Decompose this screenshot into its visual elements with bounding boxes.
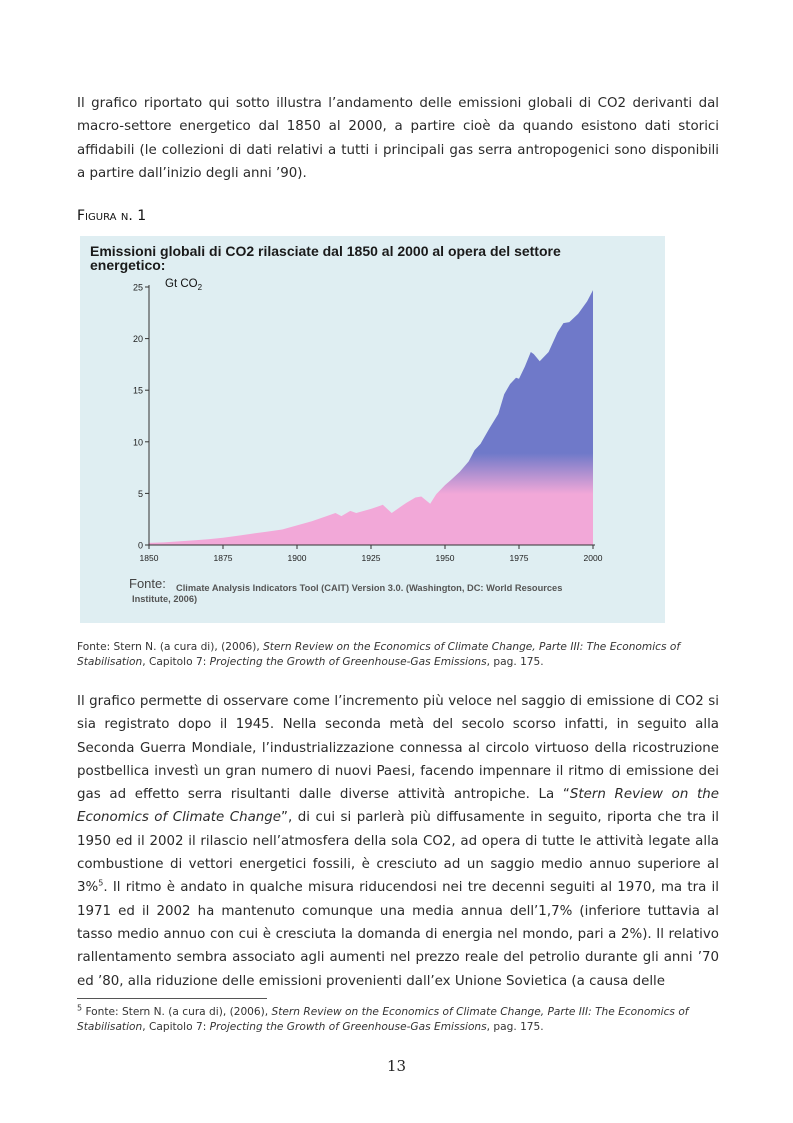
source-text: Climate Analysis Indicators Tool (CAIT) Version 3.0. (Washington, DC: World Resources <box>176 583 563 593</box>
caption-prefix: Fonte: Stern N. (a cura di), (2006), <box>77 641 264 653</box>
x-tick-label: 1950 <box>435 553 455 563</box>
footnote <box>77 1005 719 1034</box>
source-label: Fonte: <box>129 576 166 591</box>
x-tick-label: 1925 <box>361 553 381 563</box>
footnote-separator <box>77 998 267 999</box>
caption-title: Stern Review on the Economics of Climate Change, Parte III: The Economics of Stabilisation <box>77 641 681 668</box>
body-text-c: ”, di cui si parlerà più diffusamente in seguito, riporta che tra il 1950 ed il 2002 il rilascio nell’atmosfera della sola CO2, ad opera di tutte le attività legate alla combustione di vettori energetici fossili, è cresciuto ad un saggio medio annuo superiore al 3% <box>77 810 719 896</box>
chart-title: Emissioni globali di CO2 rilasciate dal 1850 al 2000 al opera del settore energetico: <box>90 243 561 273</box>
x-tick-label: 1900 <box>287 553 307 563</box>
y-axis-label: Gt $CO_2$ <box>165 278 203 292</box>
y-tick-label: 20 <box>132 334 143 345</box>
intro-paragraph: Il grafico riportato qui sotto illustra l’andamento delle emissioni globali di CO2 derivanti dal macro-settore energetico dal 1850 al 2000, a partire cioè da quando esistono dati storici affidabili (le collezioni di dati relativi a tutti i principali gas serra antropogenici sono disponibili a partire dall’inizio degli anni ’90). <box>77 96 719 181</box>
x-tick-label: 1875 <box>213 553 233 563</box>
y-tick-label: 25 <box>132 282 143 293</box>
y-tick-label: 10 <box>132 437 143 448</box>
footnote-middle: , Capitolo 7: <box>142 1020 210 1033</box>
source-text-continued: Institute, 2006) <box>132 594 198 604</box>
emissions-area-chart <box>80 236 665 623</box>
footnote-prefix: Fonte: Stern N. (a cura di), (2006), <box>82 1006 272 1018</box>
emissions-chart-figure <box>80 236 665 623</box>
figure-label: Figura n. 1 <box>77 208 147 224</box>
footnote-reference: 5 <box>98 878 104 888</box>
footnote-title: Stern Review on the Economics of Climate Change, Parte III: The Economics of Stabilisation <box>77 1006 689 1033</box>
footnote-suffix: , pag. 175. <box>486 1020 544 1033</box>
y-tick-label: 0 <box>137 540 143 551</box>
body-paragraph <box>77 690 719 993</box>
body-text-title: Stern Review on the Economics of Climate Change <box>77 787 719 826</box>
x-tick-label: 1975 <box>509 553 529 563</box>
y-tick-label: 5 <box>137 488 143 499</box>
x-tick-label: 1850 <box>139 553 159 563</box>
caption-chapter: Projecting the Growth of Greenhouse-Gas Emissions <box>209 655 487 668</box>
footnote-chapter: Projecting the Growth of Greenhouse-Gas Emissions <box>209 1020 487 1033</box>
page-number: 13 <box>386 1057 407 1075</box>
footnote-number: 5 <box>77 1003 83 1013</box>
body-text-a: Il grafico permette di osservare come l’incremento più veloce nel saggio di emissione di CO2 si sia registrato dopo il 1945. Nella seconda metà del secolo scorso infatti, in seguito alla Seconda Guerra Mondiale, l’industrializzazione connessa al circolo virtuoso della ricostruzione postbellica investì un gran numero di nuovi Paesi, facendo impennare il ritmo di emissione dei gas ad effetto serra risultanti dalle diverse attività antropiche. La “ <box>77 694 719 803</box>
figure-caption <box>77 640 719 669</box>
caption-middle: , Capitolo 7: <box>142 655 210 668</box>
x-tick-label: 2000 <box>583 553 603 563</box>
y-tick-label: 15 <box>132 385 143 396</box>
body-text-d: . Il ritmo è andato in qualche misura riducendosi nei tre decenni seguiti al 1970, ma tra il 1971 ed il 2002 ha mantenuto comunque una media annua dell’1,7% (inferiore tuttavia al tasso medio annuo con cui è cresciuta la domanda di energia nel mondo, pari a 2%). Il relativo rallentamento sembra associato agli aumenti nel prezzo reale del petrolio durante gli anni ’70 ed ’80, alla riduzione delle emissioni provenienti dall’ex Unione Sovietica (a causa delle <box>77 880 719 989</box>
caption-suffix: , pag. 175. <box>486 655 544 668</box>
